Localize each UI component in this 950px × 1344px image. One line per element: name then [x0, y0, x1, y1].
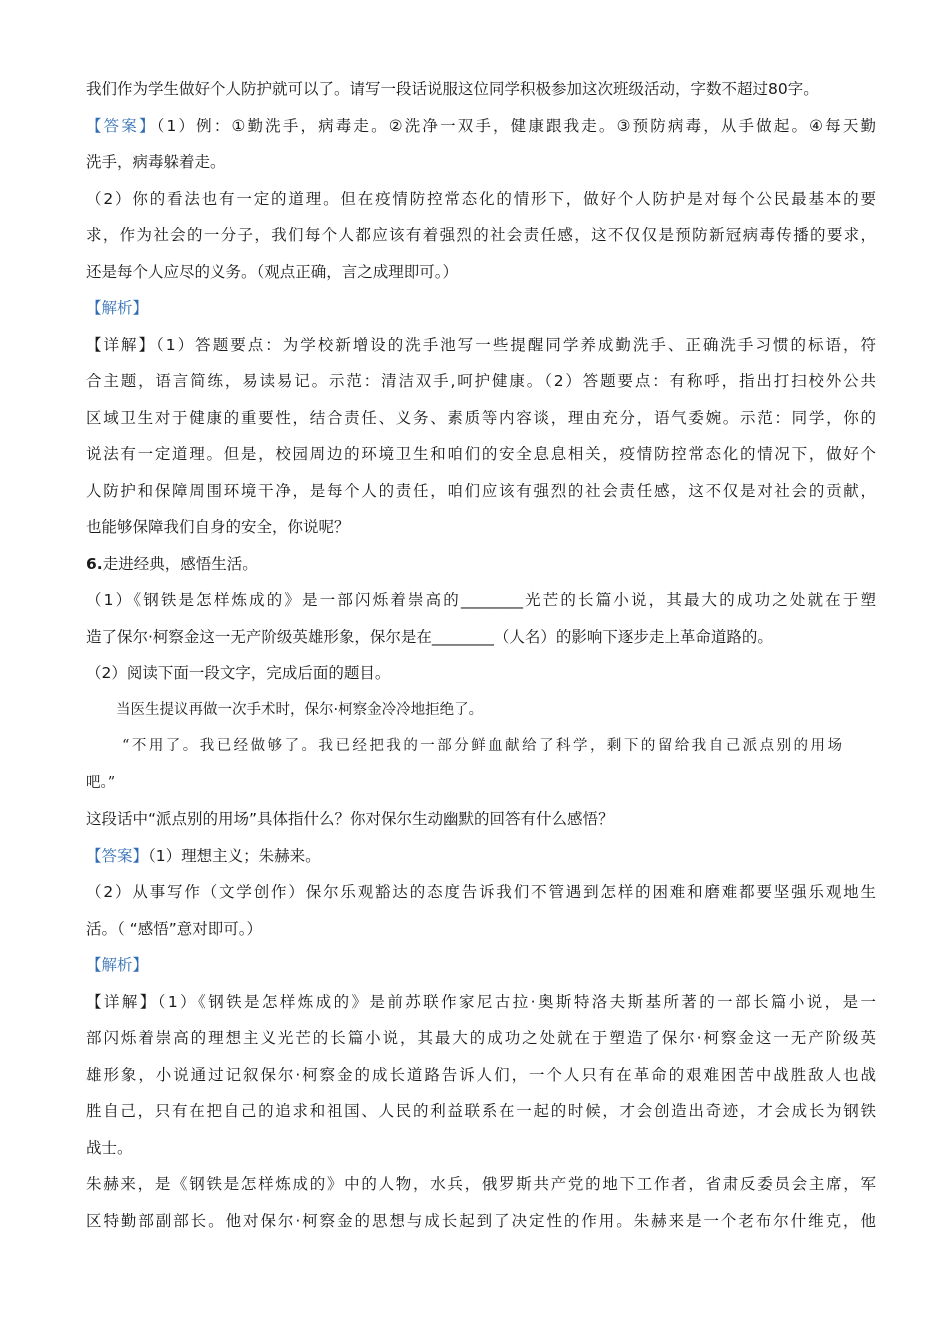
detail-text: （1）答题要点：为学校新增设的洗手池写一些提醒同学养成勤洗手、正确洗手习惯的标语，符: [156, 335, 876, 354]
q6-detail-line-1: [86, 984, 876, 1021]
q5-answer2-line-2: 求，作为社会的一分子，我们每个人都应该有着强烈的社会责任感，这不仅仅是预防新冠病毒传播的要求，: [86, 226, 876, 244]
q6-quote-line-2: “不用了。我已经做够了。我已经把我的一部分鲜血献给了科学，剩下的留给我自己派点别的用场: [122, 738, 842, 754]
detail-tag: 【详解】: [86, 335, 157, 354]
q6-detail-line-2: 部闪烁着崇高的理想主义光芒的长篇小说，其最大的成功之处就在于塑造了保尔·柯察金这一无产阶级英: [86, 1029, 876, 1047]
q6-sub1-line-1: （1）《钢铁是怎样炼成的》是一部闪烁着崇高的________光芒的长篇小说，其最大的成功之处就在于塑: [86, 591, 876, 609]
q5-answer-line-1: [86, 108, 876, 145]
q6-quote-line-3: 吧。”: [86, 774, 116, 791]
q6-analysis-tag-line: [86, 947, 876, 984]
q5-detail-line-2: 合主题，语言简练，易读易记。示范：清洁双手,呵护健康。（2）答题要点：有称呼，指出打扫校外公共: [86, 372, 876, 390]
q6-zhu-line-2: 区特勤部副部长。他对保尔·柯察金的思想与成长起到了决定性的作用。朱赫来是一个老布尔什维克，他: [86, 1211, 876, 1230]
q5-answer2-line-3: 还是每个人应尽的义务。（观点正确，言之成理即可。）: [86, 262, 459, 281]
q5-detail-line-4: 说法有一定道理。但是，校园周边的环境卫生和咱们的安全息息相关，疫情防控常态化的情况下，做好个: [86, 445, 876, 463]
q6-zhu-line-1: 朱赫来，是《钢铁是怎样炼成的》中的人物，水兵，俄罗斯共产党的地下工作者，省肃反委员会主席，军: [86, 1175, 876, 1193]
answer-text: （1）理想主义；朱赫来。: [148, 846, 321, 865]
question-number: 6.: [86, 554, 103, 573]
q6-answer2-line-1: （2）从事写作（文学创作）保尔乐观豁达的态度告诉我们不管遇到怎样的困难和磨难都要坚强乐观地生: [86, 883, 876, 901]
q6-answer2-line-2: 活。（ “感悟”意对即可。）: [86, 919, 262, 938]
q6-detail-line-3: 雄形象，小说通过记叙保尔·柯察金的成长道路告诉人们，一个人只有在革命的艰难困苦中战胜敌人也战: [86, 1065, 876, 1084]
q6-title-line: [86, 546, 876, 583]
analysis-tag: 【解析】: [86, 956, 149, 974]
q5-detail-line-6: 也能够保障我们自身的安全，你说呢？: [86, 518, 350, 536]
q6-detail-line-4: 胜自己，只有在把自己的追求和祖国、人民的利益联系在一起的时候，才会创造出奇迹，才会成长为钢铁: [86, 1102, 876, 1120]
q5-prompt-tail: 我们作为学生做好个人防护就可以了。请写一段话说服这位同学积极参加这次班级活动，字数不超过80字。: [86, 80, 819, 98]
q5-detail-line-5: 人防护和保障周围环境干净，是每个人的责任，咱们应该有强烈的社会责任感，这不仅是对社会的贡献，: [86, 481, 876, 500]
q5-detail-line-1: [86, 327, 876, 364]
detail-text: （1）《钢铁是怎样炼成的》是前苏联作家尼古拉·奥斯特洛夫斯基所著的一部长篇小说，是一: [157, 992, 876, 1011]
answer-tag: 【答案】: [86, 116, 157, 135]
q5-answer-line-2: 洗手，病毒躲着走。: [86, 153, 226, 171]
q6-quote-line-1: 当医生提议再做一次手术时，保尔·柯察金冷冷地拒绝了。: [116, 701, 484, 718]
q6-detail-line-5: 战士。: [86, 1138, 133, 1157]
analysis-tag: 【解析】: [86, 299, 149, 317]
question-title: 走进经典，感悟生活。: [102, 554, 258, 573]
q6-question-line: 这段话中“派点别的用场”具体指什么？你对保尔生动幽默的回答有什么感悟？: [86, 810, 614, 828]
q5-answer2-line-1: （2）你的看法也有一定的道理。但在疫情防控常态化的情形下，做好个人防护是对每个公民最基本的要: [86, 189, 876, 208]
document-page: [86, 71, 876, 1239]
q5-detail-line-3: 区域卫生对于健康的重要性，结合责任、义务、素质等内容谈，理由充分，语气委婉。示范：同学，你的: [86, 408, 876, 427]
q6-sub2-line: （2）阅读下面一段文字，完成后面的题目。: [86, 664, 391, 682]
q6-answer-line-1: [86, 838, 876, 875]
detail-tag: 【详解】: [86, 992, 158, 1011]
q5-analysis-tag-line: [86, 290, 876, 327]
answer-tag: 【答案】: [86, 846, 149, 865]
q6-sub1-line-2: 造了保尔·柯察金这一无产阶级英雄形象，保尔是在________（人名）的影响下逐步走上革命道路的。: [86, 627, 773, 646]
answer-text: （1）例：①勤洗手，病毒走。②洗净一双手，健康跟我走。③预防病毒，从手做起。④每天勤: [156, 116, 876, 135]
